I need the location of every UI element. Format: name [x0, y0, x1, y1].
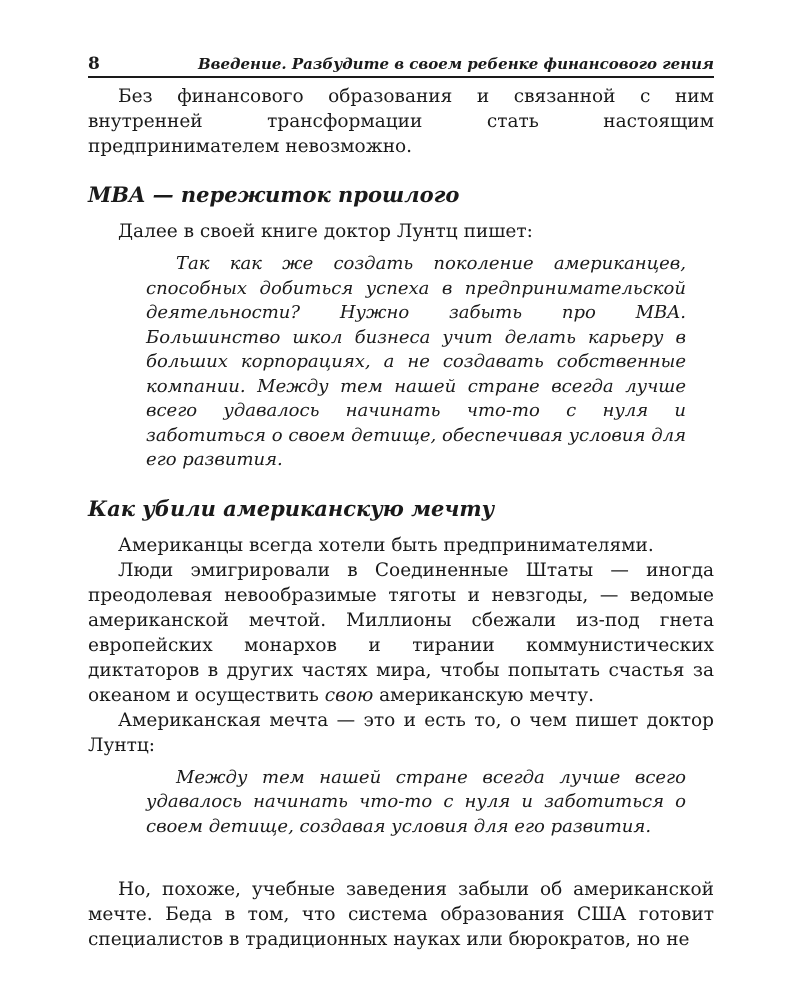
emigration-text-1: Люди эмигрировали в Соединенные Штаты — иногда преодолевая невообразимые тяготы и невзгоды, — ведомые американской мечтой. Миллионы сбежали из-под гнета европейских монархов и тирании коммунистических диктаторов в других частях мира, чтобы попытать счастья за океаном и осуществить	[88, 559, 714, 706]
paragraph-dream-is: Американская мечта — это и есть то, о чем пишет доктор Лунтц:	[88, 709, 714, 756]
page-body	[88, 84, 714, 952]
quote-1-text: Так как же создать поколение американцев, способных добиться успеха в предпринимательской деятельности? Нужно забыть про MBA. Большинство школ бизнеса учит делать карьеру в больших корпорациях, а не создавать собственные компании. Между тем нашей стране всегда лучше всего удавалось начинать что-то с нуля и заботиться о своем детище, обеспечивая условия для его развития.	[146, 253, 686, 470]
paragraph-americans: Американцы всегда хотели быть предпринимателями.	[118, 534, 654, 556]
spacer	[88, 847, 714, 877]
block-quote-2	[146, 766, 686, 840]
paragraph-emigration	[88, 558, 714, 708]
paragraph-luntz-writes: Далее в своей книге доктор Лунтц пишет:	[118, 221, 533, 242]
block-quote-1	[146, 252, 686, 473]
page-header	[88, 54, 714, 78]
section-heading-mba: MBA — пережиток прошлого	[88, 182, 460, 207]
running-title: Введение. Разбудите в своем ребенке финансового гения	[197, 55, 714, 73]
emphasis-own: свою	[324, 684, 374, 706]
page-number: 8	[88, 54, 100, 74]
section-heading-american-dream: Как убили американскую мечту	[88, 495, 495, 521]
paragraph-schools-forgot: Но, похоже, учебные заведения забыли об американской мечте. Беда в том, что система образования США готовит специалистов в традиционных науках или бюрократов, но не	[88, 879, 714, 950]
intro-paragraph: Без финансового образования и связанной с ним внутренней трансформации стать настоящим предпринимателем невозможно.	[88, 86, 714, 157]
quote-2-text: Между тем нашей стране всегда лучше всего удавалось начинать что-то с нуля и заботиться о своем детище, создавая условия для его развития.	[146, 766, 686, 837]
emigration-text-2: американскую мечту.	[373, 684, 594, 706]
